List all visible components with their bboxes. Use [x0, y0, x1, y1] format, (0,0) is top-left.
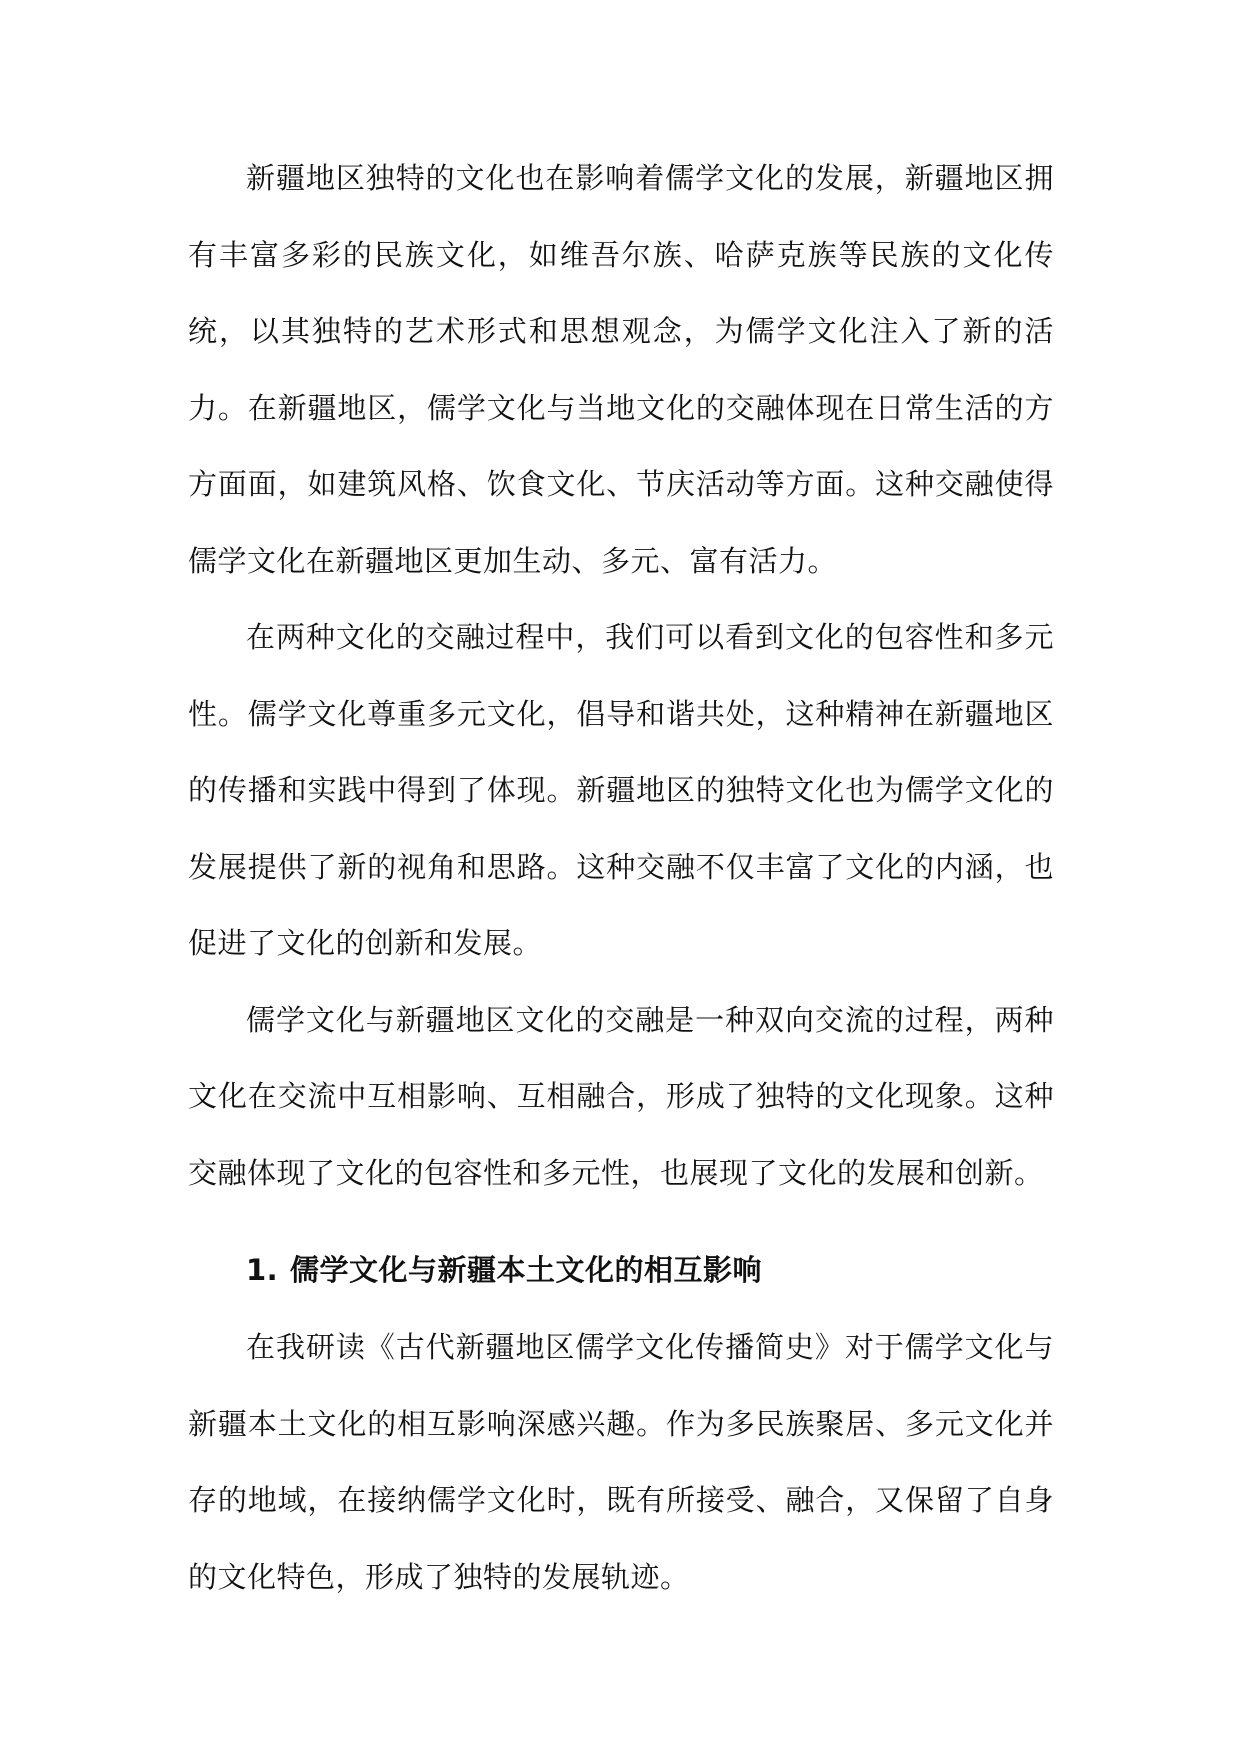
body-paragraph: 在我研读《古代新疆地区儒学文化传播简史》对于儒学文化与新疆本土文化的相互影响深感兴趣。作为多民族聚居、多元文化并存的地域，在接纳儒学文化时，既有所接受、融合，又保留了自身的文化特色，形成了独特的发展轨迹。	[188, 1330, 1054, 1594]
body-paragraph: 儒学文化与新疆地区文化的交融是一种双向交流的过程，两种文化在交流中互相影响、互相融合，形成了独特的文化现象。这种交融体现了文化的包容性和多元性，也展现了文化的发展和创新。	[188, 1002, 1054, 1190]
body-paragraph: 新疆地区独特的文化也在影响着儒学文化的发展，新疆地区拥有丰富多彩的民族文化，如维吾尔族、哈萨克族等民族的文化传统，以其独特的艺术形式和思想观念，为儒学文化注入了新的活力。在新疆地区，儒学文化与当地文化的交融体现在日常生活的方方面面，如建筑风格、饮食文化、节庆活动等方面。这种交融使得儒学文化在新疆地区更加生动、多元、富有活力。	[188, 161, 1054, 578]
section-heading	[188, 1231, 1054, 1309]
document-page	[188, 140, 1054, 1615]
section-number: 1.	[246, 1253, 279, 1287]
section-title: 儒学文化与新疆本土文化的相互影响	[290, 1253, 763, 1287]
body-paragraph: 在两种文化的交融过程中，我们可以看到文化的包容性和多元性。儒学文化尊重多元文化，倡导和谐共处，这种精神在新疆地区的传播和实践中得到了体现。新疆地区的独特文化也为儒学文化的发展提供了新的视角和思路。这种交融不仅丰富了文化的内涵，也促进了文化的创新和发展。	[188, 620, 1054, 960]
